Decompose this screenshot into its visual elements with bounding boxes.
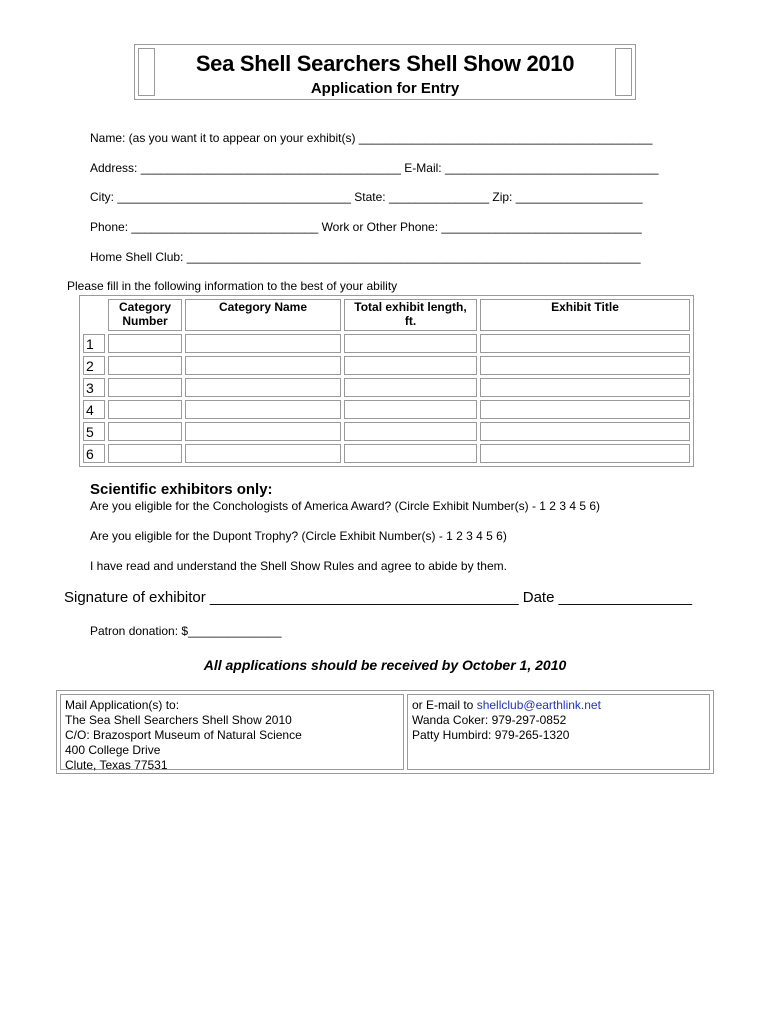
exhibit-title-cell[interactable] — [480, 422, 690, 441]
length-cell[interactable] — [344, 444, 477, 463]
category-name-cell[interactable] — [185, 422, 341, 441]
category-number-cell[interactable] — [108, 444, 182, 463]
row-number: 6 — [83, 444, 105, 463]
row-number: 3 — [83, 378, 105, 397]
mail-line: The Sea Shell Searchers Shell Show 2010 — [65, 713, 292, 727]
table-instruction: Please fill in the following information to the best of your ability — [67, 279, 398, 293]
title-box — [134, 44, 636, 100]
mail-line: Clute, Texas 77531 — [65, 758, 168, 772]
coa-award-question: Are you eligible for the Conchologists of America Award? (Circle Exhibit Number(s) - 1 2 3 4 5 6) — [90, 499, 601, 513]
email-line — [412, 698, 705, 713]
deadline-notice: All applications should be received by October 1, 2010 — [203, 657, 567, 673]
city-state-zip-field[interactable]: City: ___________________________________ State: _______________ Zip: ___________________ — [90, 190, 643, 204]
signature-date-line[interactable]: Signature of exhibitor _____________________________________ Date ________________ — [64, 589, 693, 606]
header-exhibit-title: Exhibit Title — [480, 299, 690, 331]
mailing-info-box — [56, 690, 714, 774]
exhibit-title-cell[interactable] — [480, 356, 690, 375]
mail-line: Mail Application(s) to: — [65, 698, 180, 712]
scientific-heading: Scientific exhibitors only: — [90, 481, 273, 498]
table-row — [83, 334, 690, 353]
entry-table — [79, 295, 694, 467]
mail-line: 400 College Drive — [65, 743, 161, 757]
table-row — [83, 444, 690, 463]
mail-address-cell — [60, 694, 404, 770]
table-row — [83, 400, 690, 419]
exhibit-title-cell[interactable] — [480, 400, 690, 419]
table-row — [83, 422, 690, 441]
category-name-cell[interactable] — [185, 334, 341, 353]
dupont-trophy-question: Are you eligible for the Dupont Trophy? (Circle Exhibit Number(s) - 1 2 3 4 5 6) — [90, 529, 507, 543]
rules-agreement: I have read and understand the Shell Show Rules and agree to abide by them. — [90, 559, 507, 573]
row-number: 5 — [83, 422, 105, 441]
category-name-cell[interactable] — [185, 356, 341, 375]
name-field[interactable]: Name: (as you want it to appear on your exhibit(s) ____________________________________________ — [90, 131, 653, 145]
email-prefix: or E-mail to — [412, 698, 477, 712]
contact-line: Wanda Coker: 979-297-0852 — [412, 713, 567, 727]
length-cell[interactable] — [344, 378, 477, 397]
patron-donation-field[interactable]: Patron donation: $______________ — [90, 624, 282, 638]
exhibit-title-cell[interactable] — [480, 334, 690, 353]
row-number: 4 — [83, 400, 105, 419]
row-number: 2 — [83, 356, 105, 375]
page-title: Sea Shell Searchers Shell Show 2010 — [195, 51, 575, 76]
header-spacer — [83, 299, 105, 331]
header-category-number: Category Number — [108, 299, 182, 331]
category-number-cell[interactable] — [108, 334, 182, 353]
email-link[interactable]: shellclub@earthlink.net — [476, 698, 601, 712]
length-cell[interactable] — [344, 400, 477, 419]
address-email-field[interactable]: Address: _______________________________________ E-Mail: ________________________________ — [90, 161, 659, 175]
category-number-cell[interactable] — [108, 422, 182, 441]
header-category-name: Category Name — [185, 299, 341, 331]
header-total-length: Total exhibit length, ft. — [344, 299, 477, 331]
page-subtitle: Application for Entry — [310, 80, 460, 97]
contact-cell — [407, 694, 710, 770]
exhibit-title-cell[interactable] — [480, 444, 690, 463]
table-header-row — [83, 299, 690, 331]
category-name-cell[interactable] — [185, 400, 341, 419]
table-row — [83, 378, 690, 397]
length-cell[interactable] — [344, 334, 477, 353]
length-cell[interactable] — [344, 356, 477, 375]
category-number-cell[interactable] — [108, 400, 182, 419]
table-row — [83, 356, 690, 375]
row-number: 1 — [83, 334, 105, 353]
length-cell[interactable] — [344, 422, 477, 441]
mail-line: C/O: Brazosport Museum of Natural Science — [65, 728, 302, 742]
category-name-cell[interactable] — [185, 444, 341, 463]
category-number-cell[interactable] — [108, 356, 182, 375]
category-name-cell[interactable] — [185, 378, 341, 397]
exhibit-title-cell[interactable] — [480, 378, 690, 397]
home-shell-club-field[interactable]: Home Shell Club: ____________________________________________________________________ — [90, 250, 641, 264]
phone-field[interactable]: Phone: ____________________________ Work or Other Phone: ______________________________ — [90, 220, 642, 234]
category-number-cell[interactable] — [108, 378, 182, 397]
contact-line: Patty Humbird: 979-265-1320 — [412, 728, 570, 742]
